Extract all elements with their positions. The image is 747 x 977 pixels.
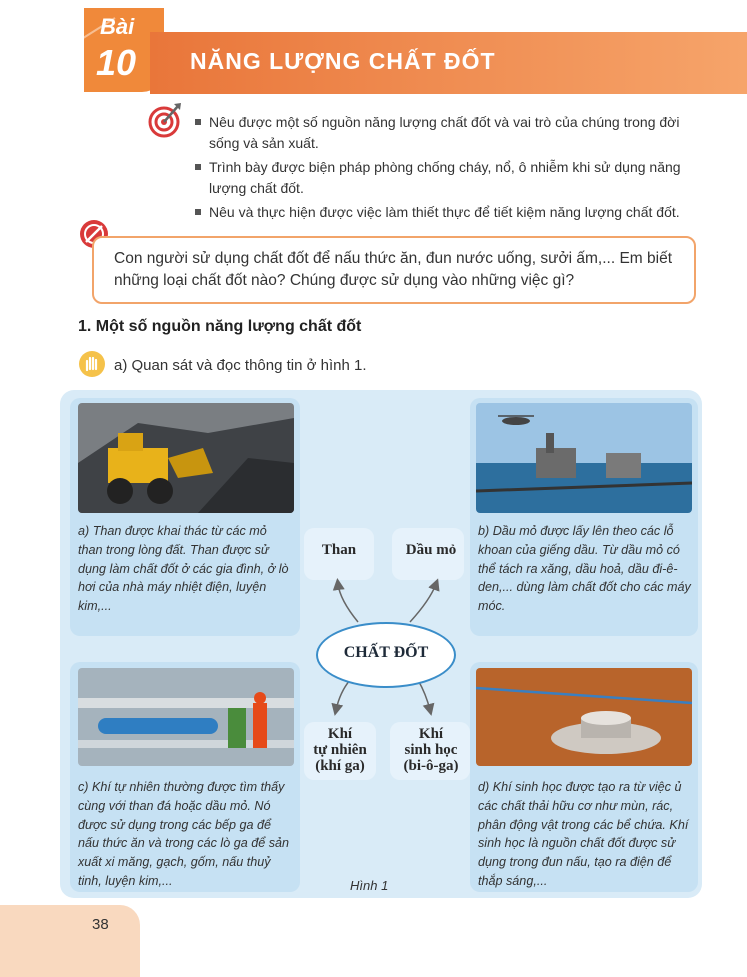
gas-plant-photo — [78, 668, 294, 766]
lesson-number: 10 — [96, 42, 137, 83]
objective-item: Nêu và thực hiện được việc làm thiết thực để tiết kiệm năng lượng chất đốt. — [195, 202, 695, 223]
arrow-to-biogas — [418, 680, 430, 710]
arrow-to-natural-gas — [336, 680, 350, 710]
objectives-list — [195, 112, 695, 226]
node-coal: Than — [321, 542, 357, 558]
node-biogas-line3: (bi-ô-ga) — [403, 758, 459, 774]
node-natural-gas-line1: Khí — [327, 726, 353, 742]
node-natural-gas-line3: (khí ga) — [315, 758, 365, 774]
gas-pipes-icon — [78, 668, 294, 766]
section-title: 1. Một số nguồn năng lượng chất đốt — [78, 318, 362, 335]
node-natural-gas — [300, 726, 380, 774]
figure-caption: Hình 1 — [350, 878, 389, 893]
caption-biogas: d) Khí sinh học được tạo ra từ việc ủ các chất thải hữu cơ như mùn, rác, phân động vật trong các bể chứa. Khí sinh học là nguồn chất đốt được sử dụng trong đun nấu, tạo ra điện để thắp sáng,... — [478, 780, 689, 888]
objective-item: Trình bày được biện pháp phòng chống cháy, nổ, ô nhiễm khi sử dụng năng lượng chất đốt. — [195, 157, 695, 199]
question-text: Con người sử dụng chất đốt để nấu thức ăn, đun nước uống, sưởi ấm,... Em biết những loại chất đốt nào? Chúng được sử dụng vào những việc gì? — [114, 250, 673, 289]
excavator-icon — [78, 403, 294, 513]
wind-turbine-icon — [20, 0, 170, 95]
node-biogas-line1: Khí — [418, 726, 444, 742]
page-corner-decoration — [0, 905, 140, 977]
node-natural-gas-line2: tự nhiên — [313, 742, 367, 758]
page-title: NĂNG LƯỢNG CHẤT ĐỐT — [190, 48, 496, 74]
objective-item: Nêu được một số nguồn năng lượng chất đốt và vai trò của chúng trong đời sống và sản xuất. — [195, 112, 695, 154]
oil-rig-icon — [476, 403, 692, 513]
arrow-to-coal — [338, 584, 358, 622]
biogas-tank-photo — [476, 668, 692, 766]
node-biogas — [390, 726, 472, 774]
page-number: 38 — [92, 916, 109, 933]
target-icon — [148, 100, 184, 138]
center-node: CHẤT ĐỐT — [343, 644, 429, 661]
coal-mining-photo — [78, 403, 294, 513]
caption-natural-gas: c) Khí tự nhiên thường được tìm thấy cùng với than đá hoặc dầu mỏ. Nó được sử dụng trong các bếp ga để nấu thức ăn và trong các lò ga để sản xuất xi măng, gạch, gốm, nấu thuỷ tinh, luyện kim,... — [78, 780, 290, 888]
node-oil: Dầu mỏ — [405, 542, 457, 558]
caption-oil: b) Dầu mỏ được lấy lên theo các lỗ khoan của giếng dầu. Từ dầu mỏ có thể tách ra xăng, dầu hoả, dầu đi-ê-den,... dùng làm chất đốt cho các máy móc. — [478, 524, 691, 614]
hand-icon — [78, 350, 106, 378]
lesson-label: Bài — [100, 14, 135, 39]
oil-rig-photo — [476, 403, 692, 513]
biogas-tank-icon — [476, 668, 692, 766]
node-biogas-line2: sinh học — [404, 742, 458, 758]
activity-text: a) Quan sát và đọc thông tin ở hình 1. — [114, 357, 367, 374]
arrow-to-oil — [410, 584, 436, 622]
caption-coal: a) Than được khai thác từ các mỏ than trong lòng đất. Than được sử dụng làm chất đốt ở các gia đình, ở lò hơi của nhà máy nhiệt điện, luyện kim,... — [78, 524, 289, 614]
